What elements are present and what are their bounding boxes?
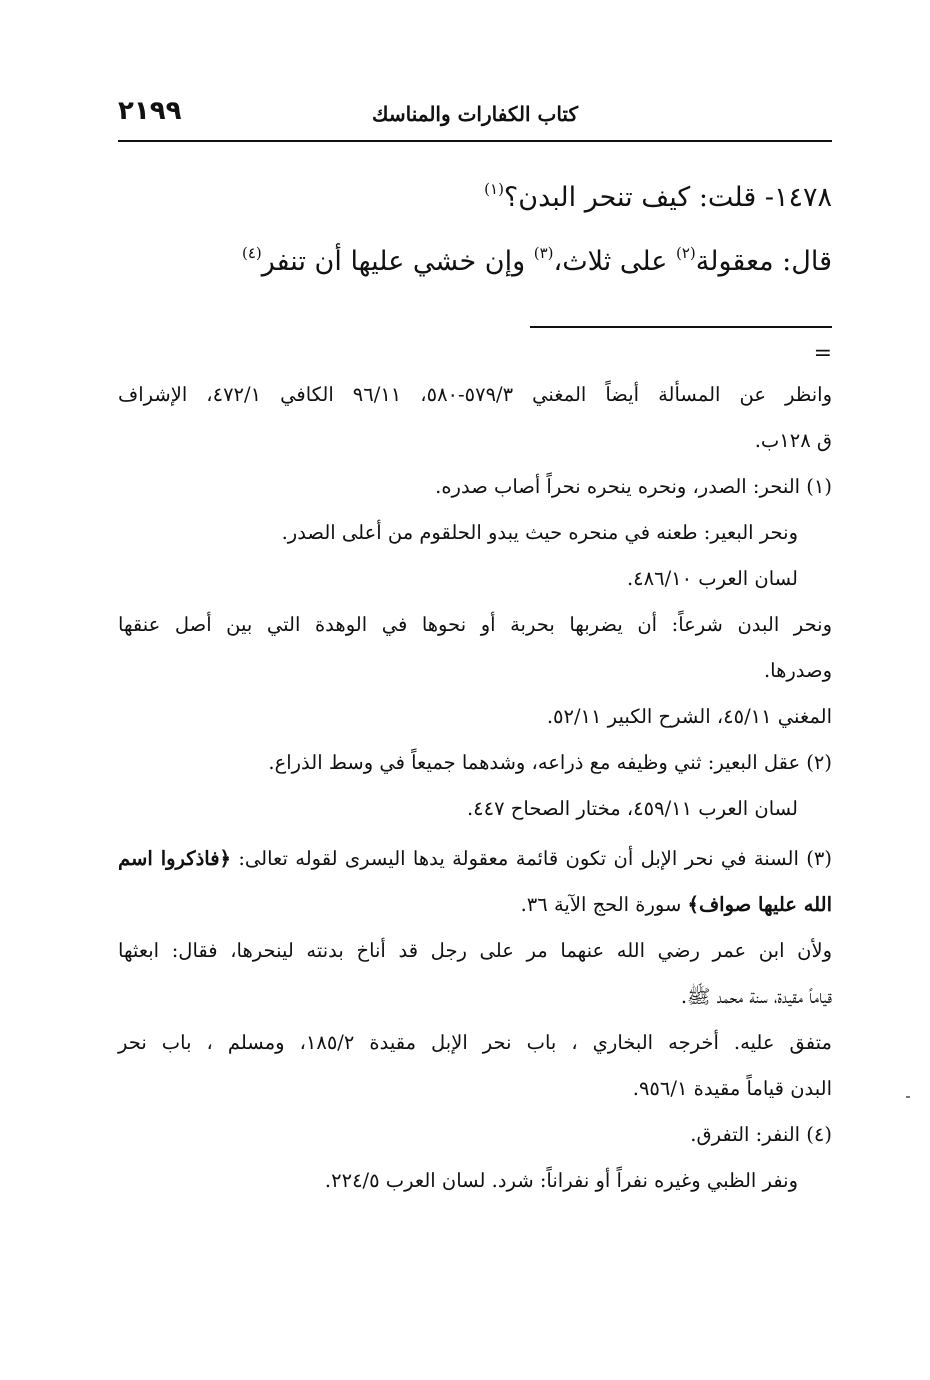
footnotes [118, 372, 832, 1204]
footnote-1-line: لسان العرب ٤٨٦/١٠. [626, 567, 798, 590]
footnote-4-line [118, 1112, 832, 1158]
footnote-1-line [118, 464, 832, 510]
page-number: ٢١٩٩ [118, 96, 182, 126]
footnote-1-number: (١) [806, 475, 832, 498]
footnote-1-text: النحر: الصدر، ونحره ينحره نحراً أصاب صدره. [435, 475, 801, 498]
footnote-ref-4: (٤) [241, 244, 262, 262]
footnote-3-number: (٣) [806, 847, 832, 870]
answer-line [118, 242, 832, 282]
answer-part-1: قال: معقولة [695, 246, 832, 277]
footnote-2-line [118, 740, 832, 786]
footnote-3-line [118, 882, 832, 928]
scan-speck [906, 1096, 910, 1098]
footnote-3-line: متفق عليه. أخرجه البخاري ، باب نحر الإبل مقيدة ١٨٥/٢، ومسلم ، باب نحر [118, 1031, 832, 1054]
answer-part-2: على ثلاث، [553, 246, 676, 277]
continuation-mark: = [813, 341, 832, 366]
footnote-ref-1: (١) [484, 180, 504, 198]
footnote-3-line [118, 836, 832, 882]
footnote-1-line: وصدرها. [763, 659, 832, 682]
footnote-1-line: المغني ٤٥/١١، الشرح الكبير ٥٢/١١. [546, 705, 832, 728]
footnote-2-text: عقل البعير: ثني وظيفه مع ذراعه، وشدهما جميعاً في وسط الذراع. [268, 751, 801, 774]
header-divider [118, 140, 832, 142]
footnote-4-number: (٤) [806, 1123, 832, 1146]
footnote-2-number: (٢) [806, 751, 832, 774]
footnote-3-text: سورة الحج الآية ٣٦. [520, 893, 688, 916]
question-line [118, 178, 832, 218]
page-header [118, 96, 832, 136]
quran-verse: الله عليها صواف﴾ [687, 893, 832, 916]
footnote-1-line: ونحر البدن شرعاً: أن يضربها بحربة أو نحوها في الوهدة التي بين أصل عنقها [118, 613, 832, 636]
footnote-divider [530, 326, 832, 328]
footnote-ref-2: (٢) [675, 244, 696, 262]
footnote-3-line: قياماً مقيدة، سنة محمد ﷺ. [680, 985, 832, 1008]
footnote-intro-line: ق ١٢٨ب. [754, 429, 832, 452]
quran-verse: ﴿فاذكروا اسم [118, 847, 231, 870]
footnote-3-line: البدن قياماً مقيدة ٩٥٦/١. [632, 1077, 832, 1100]
footnote-1-line: ونحر البعير: طعنه في منحره حيث يبدو الحلقوم من أعلى الصدر. [281, 521, 798, 544]
footnote-intro-line: وانظر عن المسألة أيضاً المغني ٥٧٩/٣-٥٨٠، ٩٦/١١ الكافي ٤٧٢/١، الإشراف [118, 383, 833, 406]
running-title: كتاب الكفارات والمناسك [372, 102, 578, 126]
footnote-3-line: ولأن ابن عمر رضي الله عنهما مر على رجل قد أناخ بدنته لينحرها، فقال: ابعثها [118, 939, 832, 962]
footnote-4-text: النفر: التفرق. [690, 1123, 801, 1146]
footnote-2-line: لسان العرب ٤٥٩/١١، مختار الصحاح ٤٤٧. [466, 797, 798, 820]
footnote-4-line: ونفر الظبي وغيره نفراً أو نفراناً: شرد. لسان العرب ٢٢٤/٥. [324, 1169, 798, 1192]
answer-part-3: وإن خشي عليها أن تنفر [261, 246, 534, 277]
footnote-ref-3: (٣) [533, 244, 554, 262]
footnote-3-text: السنة في نحر الإبل أن تكون قائمة معقولة يدها اليسرى لقوله تعالى: [230, 847, 799, 870]
question-text: ١٤٧٨- قلت: كيف تنحر البدن؟ [503, 182, 832, 213]
